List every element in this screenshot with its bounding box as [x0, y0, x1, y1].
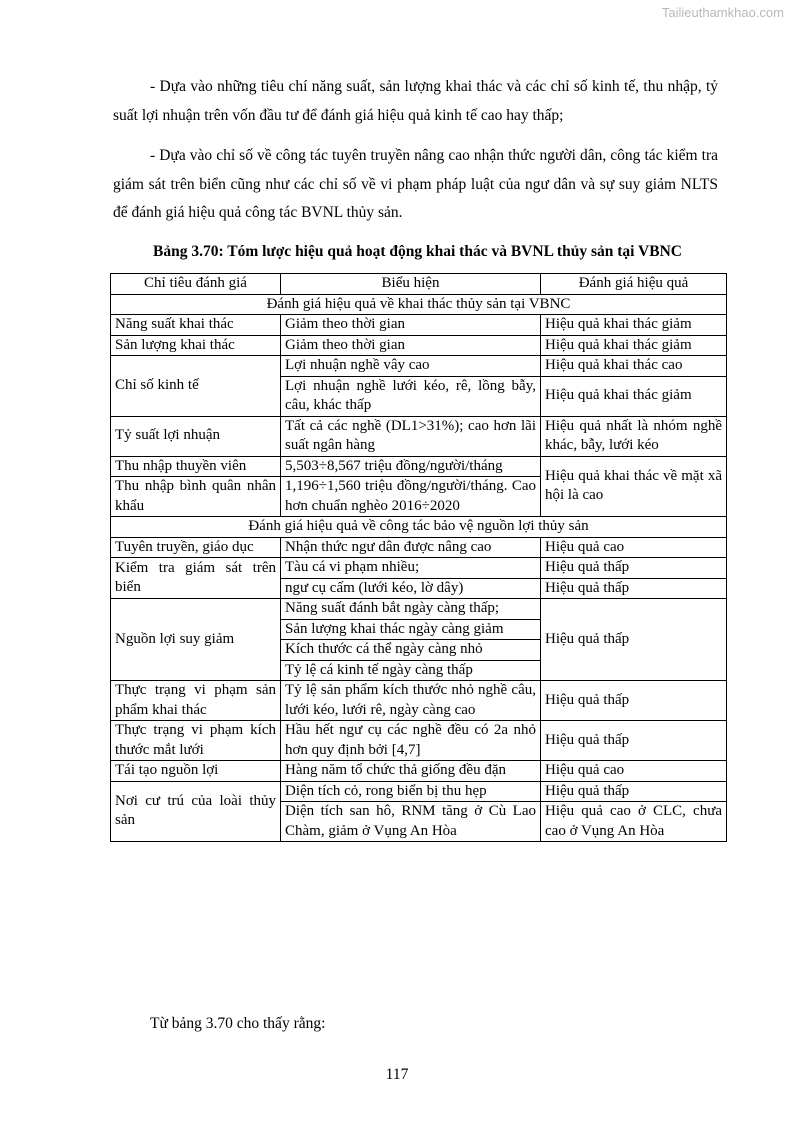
cell: Lợi nhuận nghề vây cao [281, 356, 541, 377]
cell: Hiệu quả thấp [541, 681, 727, 721]
cell: ngư cụ cấm (lưới kéo, lờ dây) [281, 578, 541, 599]
cell: Nơi cư trú của loài thủy sản [111, 781, 281, 842]
section-heading: Đánh giá hiệu quả về khai thác thủy sản tại VBNC [111, 294, 727, 315]
table-header-row [111, 274, 727, 295]
cell: Hiệu quả nhất là nhóm nghề khác, bẫy, lưới kéo [541, 416, 727, 456]
table-row [111, 761, 727, 782]
cell: Hiệu quả thấp [541, 781, 727, 802]
table-row [111, 721, 727, 761]
cell: Kiểm tra giám sát trên biển [111, 558, 281, 599]
cell: Thu nhập bình quân nhân khẩu [111, 477, 281, 517]
cell: Sản lượng khai thác ngày càng giảm [281, 619, 541, 640]
cell: Tỷ lệ cá kinh tế ngày càng thấp [281, 660, 541, 681]
cell: Thực trạng vi phạm kích thước mắt lưới [111, 721, 281, 761]
cell: Tỷ suất lợi nhuận [111, 416, 281, 456]
header-cell: Chỉ tiêu đánh giá [111, 274, 281, 295]
paragraph: - Dựa vào chỉ số về công tác tuyên truyền nâng cao nhận thức người dân, công tác kiểm tra giám sát trên biển cũng như các chỉ số về vi phạm pháp luật của ngư dân và sự suy giảm NLTS để đánh giá hiệu quả công tác BVNL thủy sản. [113, 147, 718, 221]
cell: Tuyên truyền, giáo dục [111, 537, 281, 558]
cell: Hầu hết ngư cụ các nghề đều có 2a nhỏ hơn quy định bởi [4,7] [281, 721, 541, 761]
section-heading: Đánh giá hiệu quả về công tác bảo vệ nguồn lợi thủy sản [111, 517, 727, 538]
cell: Hiệu quả thấp [541, 578, 727, 599]
body-text: Từ bảng 3.70 cho thấy rằng: [150, 1015, 326, 1032]
cell: Thực trạng vi phạm sản phẩm khai thác [111, 681, 281, 721]
cell: Diện tích san hô, RNM tăng ở Cù Lao Chàm, giảm ở Vụng An Hòa [281, 802, 541, 842]
cell: Hiệu quả khai thác cao [541, 356, 727, 377]
table-caption: Bảng 3.70: Tóm lược hiệu quả hoạt động khai thác và BVNL thủy sản tại VBNC [153, 243, 682, 260]
cell: Tái tạo nguồn lợi [111, 761, 281, 782]
cell: Hiệu quả khai thác giảm [541, 335, 727, 356]
cell: Năng suất đánh bắt ngày càng thấp; [281, 599, 541, 620]
cell: Năng suất khai thác [111, 315, 281, 336]
table-row [111, 315, 727, 336]
summary-table [110, 273, 727, 842]
cell: Nguồn lợi suy giảm [111, 599, 281, 681]
cell: Sản lượng khai thác [111, 335, 281, 356]
cell: Lợi nhuận nghề lưới kéo, rê, lồng bẫy, câu, khác thấp [281, 376, 541, 416]
cell: Kích thước cá thể ngày càng nhỏ [281, 640, 541, 661]
cell: Hiệu quả cao [541, 761, 727, 782]
table-row [111, 781, 727, 802]
cell: Hiệu quả khai thác giảm [541, 376, 727, 416]
table-row [111, 681, 727, 721]
cell: Tỷ lệ sản phẩm kích thước nhỏ nghề câu, lưới kéo, lưới rê, ngày càng cao [281, 681, 541, 721]
cell: Giảm theo thời gian [281, 315, 541, 336]
cell: Tất cả các nghề (DL1>31%); cao hơn lãi suất ngân hàng [281, 416, 541, 456]
cell: Hiệu quả thấp [541, 558, 727, 579]
header-cell: Biểu hiện [281, 274, 541, 295]
cell: Giảm theo thời gian [281, 335, 541, 356]
table-row [111, 416, 727, 456]
cell: Thu nhập thuyền viên [111, 456, 281, 477]
table-row [111, 537, 727, 558]
table-row [111, 335, 727, 356]
paragraph: - Dựa vào những tiêu chí năng suất, sản lượng khai thác và các chỉ số kinh tế, thu nhập, tỷ suất lợi nhuận trên vốn đầu tư để đánh giá hiệu quả kinh tế cao hay thấp; [113, 78, 718, 124]
cell: Hàng năm tổ chức thả giống đều đặn [281, 761, 541, 782]
cell: Hiệu quả khai thác về mặt xã hội là cao [541, 456, 727, 517]
cell: Hiệu quả cao [541, 537, 727, 558]
cell: Hiệu quả cao ở CLC, chưa cao ở Vụng An Hòa [541, 802, 727, 842]
table-row [111, 558, 727, 579]
table-row [111, 599, 727, 620]
cell: Diện tích cỏ, rong biển bị thu hẹp [281, 781, 541, 802]
cell: Chỉ số kinh tế [111, 356, 281, 417]
cell: 1,196÷1,560 triệu đồng/người/tháng. Cao hơn chuẩn nghèo 2016÷2020 [281, 477, 541, 517]
table-row [111, 456, 727, 477]
table-row [111, 356, 727, 377]
cell: Hiệu quả thấp [541, 721, 727, 761]
watermark: Tailieuthamkhao.com [661, 5, 784, 20]
cell: Hiệu quả thấp [541, 599, 727, 681]
page-number: 117 [385, 1066, 409, 1083]
cell: Tàu cá vi phạm nhiều; [281, 558, 541, 579]
cell: 5,503÷8,567 triệu đồng/người/tháng [281, 456, 541, 477]
header-cell: Đánh giá hiệu quả [541, 274, 727, 295]
cell: Hiệu quả khai thác giảm [541, 315, 727, 336]
cell: Nhận thức ngư dân được nâng cao [281, 537, 541, 558]
